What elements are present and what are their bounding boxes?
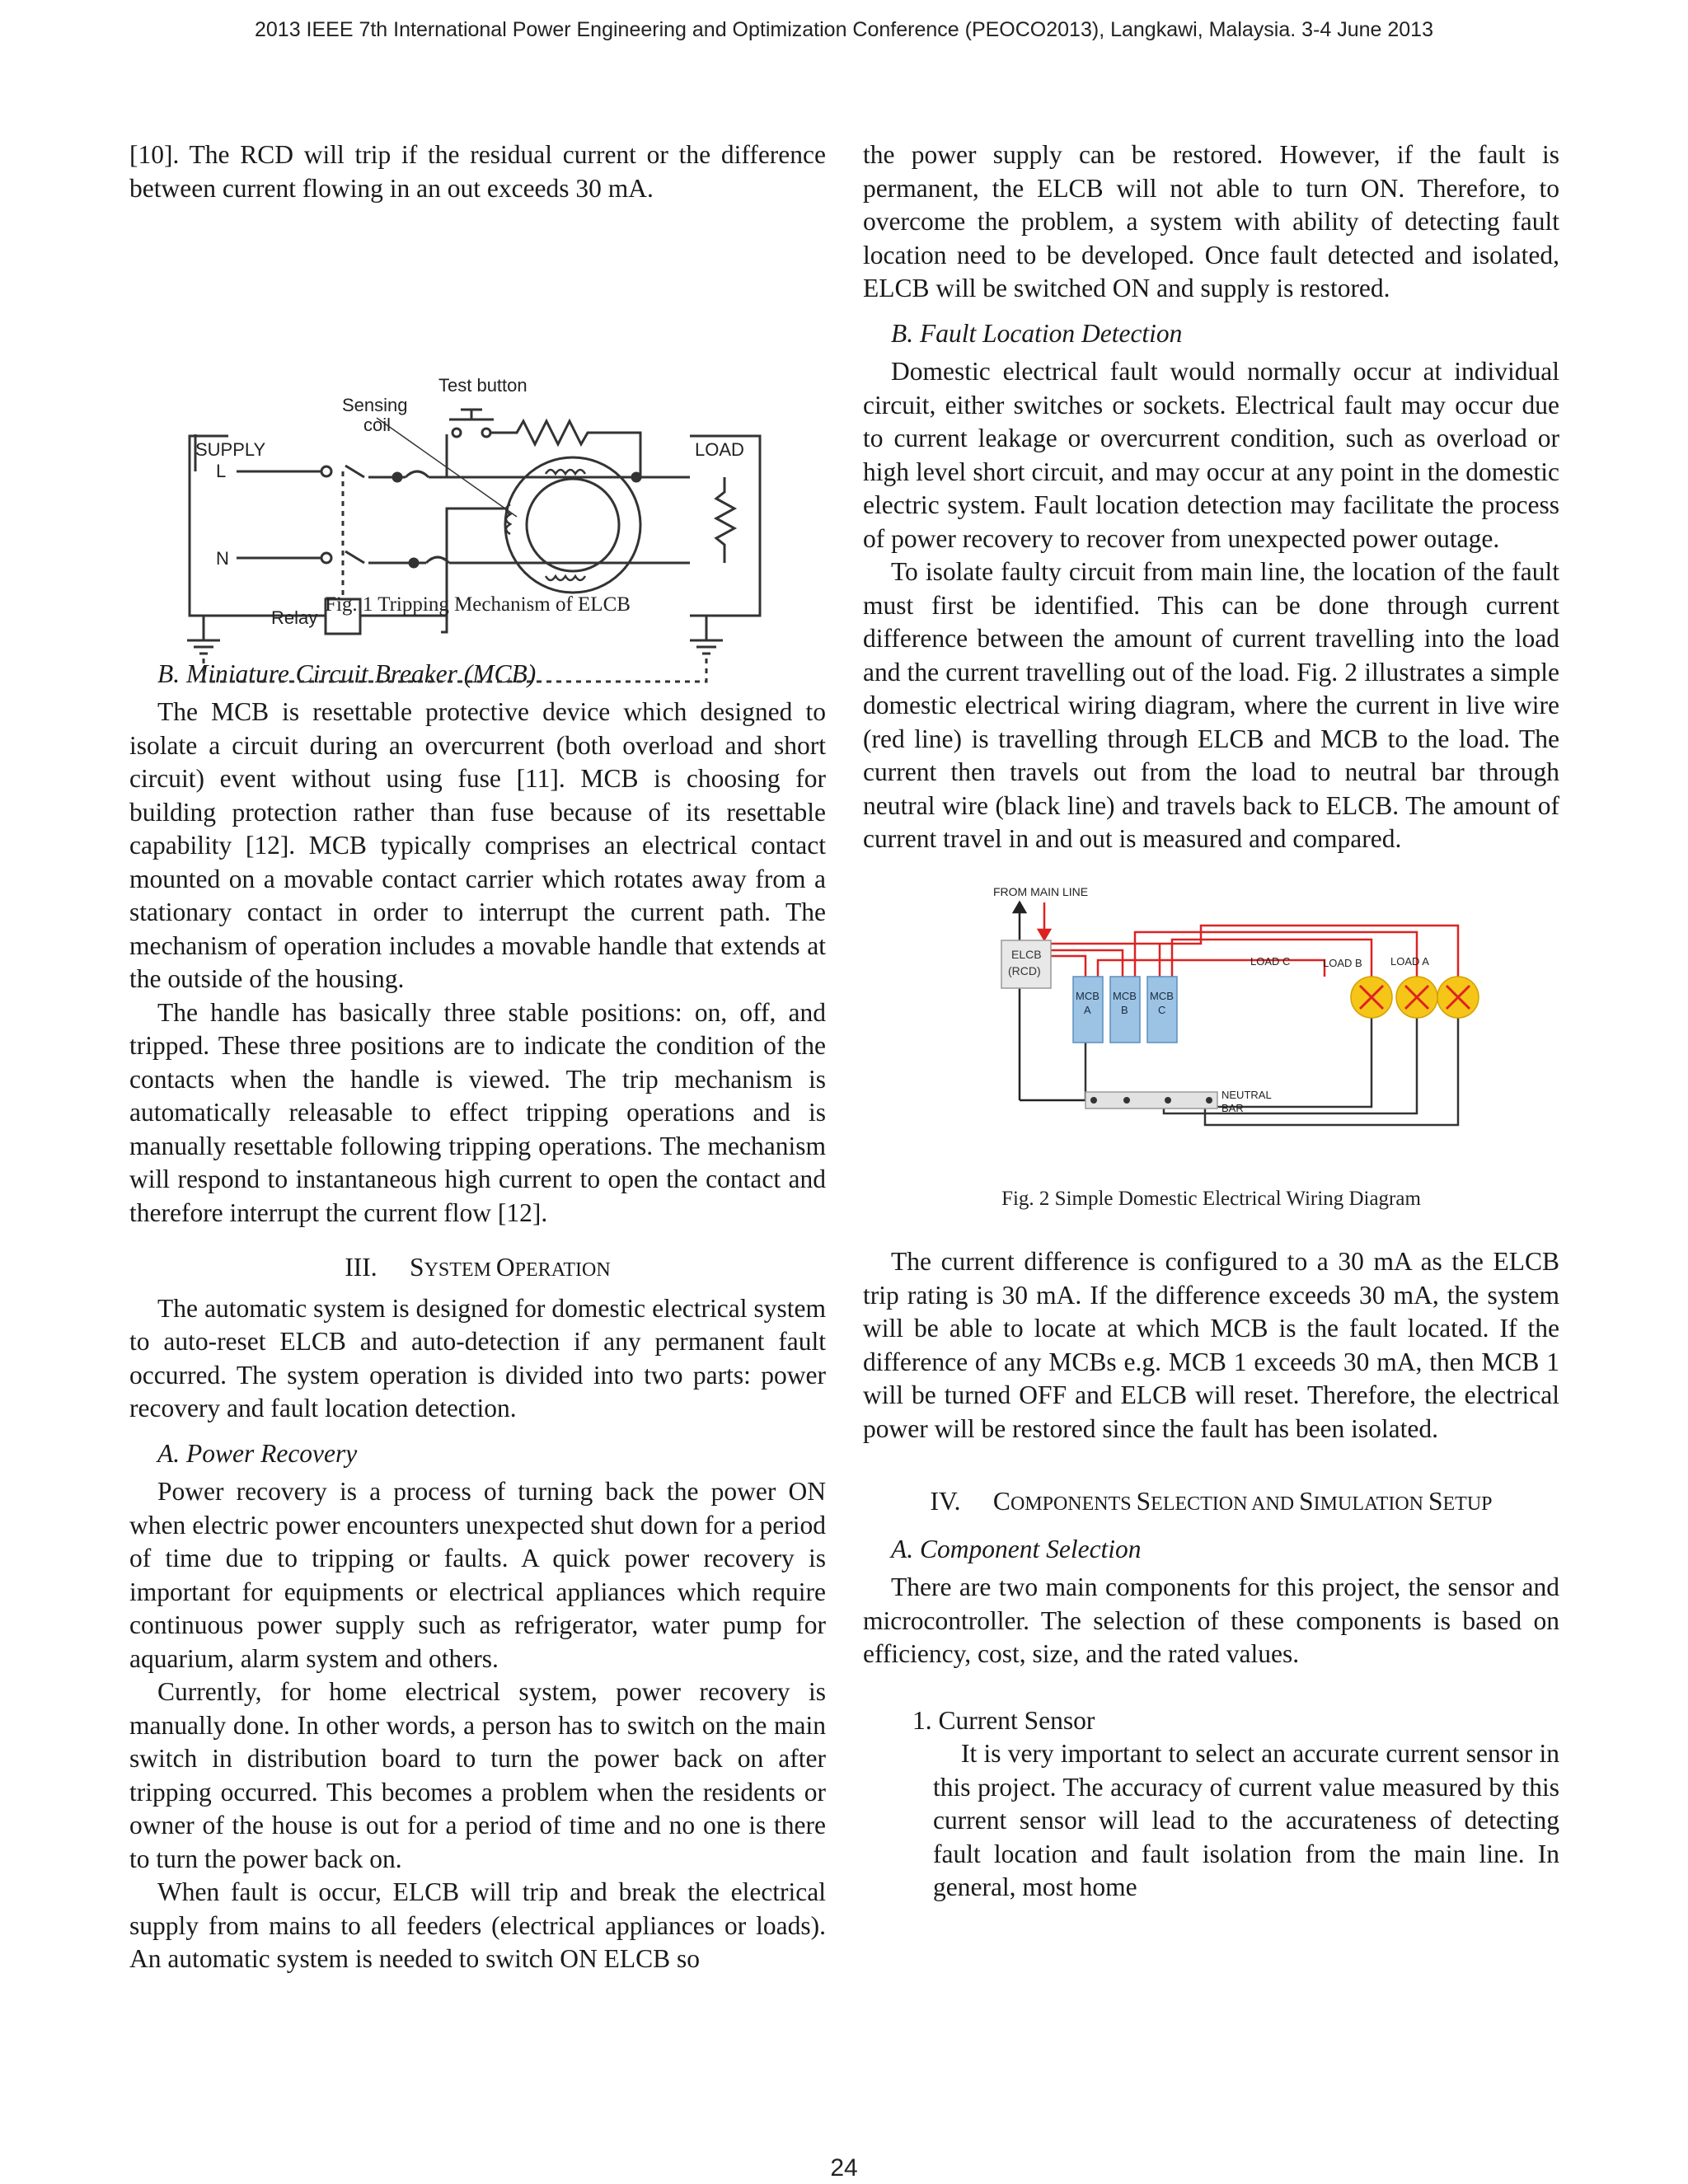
component-selection-paragraph: There are two main components for this project, the sensor and microcontroller. The selection of these components is based on efficiency, cost, size, and the rated values.: [863, 1572, 1559, 1668]
label-rcd: (RCD): [1008, 963, 1041, 977]
section-3-number: III.: [345, 1253, 377, 1282]
section-3-s1: S: [410, 1253, 424, 1282]
mcb-b-label: MCB: [1113, 989, 1137, 1002]
figure-1: [129, 253, 826, 628]
mcb-b-letter: B: [1121, 1003, 1128, 1016]
toroid-inner: [527, 479, 619, 571]
label-n: N: [216, 548, 229, 569]
test-contact-left: [452, 429, 461, 437]
list-item-current-sensor-title: 1. Current Sensor: [912, 1705, 1095, 1735]
power-recovery-paragraph-2: Currently, for home electrical system, power recovery is manually done. In other words, a person has to switch on the main switch in distribution board to turn the power back on after tripping occurred. This becomes a problem when the residents or owner of the house is out for a period of time and no one is there to turn the power back on.: [129, 1677, 826, 1873]
load-bracket: [690, 436, 760, 616]
mcb-a-letter: A: [1084, 1003, 1091, 1016]
label-test-button: Test button: [438, 375, 528, 396]
neutral-contact: [321, 553, 331, 563]
fault-location-heading: B. Fault Location Detection: [891, 318, 1183, 348]
paragraph-continued: the power supply can be restored. However, if the fault is permanent, the ELCB will not able to turn ON. Therefore, to overcome the problem, a system with ability of detecting fault location need to be developed. Once fault detected and isolated, ELCB will be switched ON and supply is restored.: [863, 140, 1559, 302]
label-relay: Relay: [271, 607, 318, 628]
node-dot-3: [393, 473, 401, 481]
section-4-s1: C: [992, 1487, 1010, 1516]
left-column: [129, 138, 826, 1976]
power-recovery-paragraph-3: When fault is occur, ELCB will trip and break the electrical supply from mains to all feeders (electrical appliances or loads). An automatic system is needed to switch ON ELCB so: [129, 1877, 826, 1973]
neutral-bar-dot-2: [1123, 1097, 1130, 1104]
running-header: 2013 IEEE 7th International Power Engineering and Optimization Conference (PEOCO2013), Langkawi, Malaysia. 3-4 June 2013: [254, 18, 1433, 41]
wiring-diagram: [863, 878, 1559, 1174]
live-contact: [321, 466, 331, 476]
figure-1-caption: Fig. 1 Tripping Mechanism of ELCB: [325, 593, 631, 616]
load-resistor: [716, 477, 734, 563]
section-4-s2: S: [1136, 1487, 1151, 1516]
component-selection-heading: A. Component Selection: [891, 1534, 1142, 1563]
live-to-mcb-b: [1051, 950, 1123, 977]
main-line-arrow-up: [1014, 902, 1025, 912]
main-line-arrow-down: [1039, 930, 1050, 940]
mcb-paragraph-1: The MCB is resettable protective device which designed to isolate a circuit during an overcurrent (both overload and short circuit) event without using fuse [11]. MCB is choosing for building protection rather than fuse because of its resettable capability [12]. MCB typically comprises an electrical contact mounted on a movable contact carrier which rotates away from a stationary contact in order to interrupt the current path. The mechanism of operation includes a movable handle that extends at the outside of the housing.: [129, 697, 826, 993]
figure-2-caption: Fig. 2 Simple Domestic Electrical Wiring Diagram: [1001, 1188, 1421, 1210]
right-column: [863, 138, 1559, 1905]
label-sensing: Sensing: [342, 395, 408, 415]
label-neutral: NEUTRAL: [1221, 1088, 1272, 1101]
label-load-c: LOAD C: [1250, 954, 1291, 968]
label-elcb: ELCB: [1011, 947, 1042, 961]
live-wire-loop: [406, 471, 429, 477]
mcb-c-label: MCB: [1150, 989, 1174, 1002]
power-recovery-paragraph-1: Power recovery is a process of turning back the power ON when electric power encounters unexpected shut down for a period of time due to tripping or faults. A quick power recovery is important for equipments or electrical appliances which require continuous power supply such as refrigerator, water pump for aquarium, alarm system and others.: [129, 1477, 826, 1673]
neutral-bar-dot-3: [1165, 1097, 1171, 1104]
live-to-mcb-a: [1051, 956, 1085, 977]
section-4-r2: ELECTION AND: [1151, 1493, 1300, 1515]
section-3-paragraph: The automatic system is designed for domestic electrical system to auto-reset ELCB and auto-detection if any permanent fault occurred. The system operation is divided into two parts: power recovery and fault location detection.: [129, 1293, 826, 1422]
load-lamps: [1351, 977, 1479, 1018]
section-4-number: IV.: [930, 1487, 961, 1516]
neutral-bar-dot-1: [1090, 1097, 1097, 1104]
label-load: LOAD: [695, 439, 744, 460]
current-difference-paragraph: The current difference is configured to a 30 mA as the ELCB trip rating is 30 mA. If the difference exceeds 30 mA, the system will be able to locate at which MCB is the fault located. If the difference of any MCBs e.g. MCB 1 exceeds 30 mA, then MCB 1 will be turned OFF and ELCB will reset. Therefore, the electrical power will be restored since the fault has been isolated.: [863, 1247, 1559, 1443]
label-coil: coil: [363, 415, 392, 435]
label-l: L: [216, 461, 227, 481]
node-dot-2: [410, 559, 418, 567]
figure-2: [863, 878, 1559, 1213]
label-load-a: LOAD A: [1390, 954, 1429, 968]
section-3-r1: YSTEM: [424, 1259, 496, 1281]
list-item-current-sensor-body: It is very important to select an accurate current sensor in this project. The accuracy of current value measured by this current sensor will lead to the accurateness of detecting fault location and fault isolation from the main line. In general, most home: [933, 1739, 1559, 1901]
section-4-heading: [863, 1485, 1559, 1521]
section-3-heading: [129, 1251, 826, 1287]
mcb-heading: B. Miniature Circuit Breaker (MCB): [157, 658, 537, 688]
page-number: 24: [830, 2154, 858, 2182]
label-supply: SUPPLY: [195, 439, 266, 460]
test-contact-right: [482, 429, 490, 437]
label-bar: BAR: [1221, 1101, 1244, 1114]
section-4-r4: ETUP: [1442, 1493, 1493, 1515]
section-3-s2: O: [495, 1253, 515, 1282]
label-load-b: LOAD B: [1323, 956, 1362, 969]
live-switch-blade: [345, 466, 364, 477]
power-recovery-heading: A. Power Recovery: [157, 1438, 358, 1468]
section-4-r1: OMPONENTS: [1010, 1493, 1137, 1515]
label-from-main-line: FROM MAIN LINE: [993, 884, 1089, 898]
mcb-c-letter: C: [1158, 1003, 1166, 1016]
fault-location-paragraph-2: To isolate faulty circuit from main line, the location of the fault must first be identified. This can be done through current difference between the amount of current travelling into the load and the current travelling out of the load. Fig. 2 illustrates a simple domestic electrical wiring diagram, where the current in live wire (red line) is travelling through ELCB and MCB to the load. The current then travels out from the load to neutral bar through neutral wire (black line) and travels back to ELCB. The amount of current travel in and out is measured and compared.: [863, 557, 1559, 853]
fault-location-paragraph-1: Domestic electrical fault would normally occur at individual circuit, either switches or sockets. Electrical fault may occur due to current leakage or overcurrent condition, such as overload or high level short circuit, and may occur at any point in the domestic electric system. Fault location detection may facilitate the process of power recovery to recover from unexpected power outage.: [863, 357, 1559, 553]
neutral-bar-dot-4: [1206, 1097, 1212, 1104]
resistor: [490, 421, 640, 477]
section-4-s3: S: [1299, 1487, 1314, 1516]
neutral-switch-blade: [345, 551, 364, 563]
section-3-r2: PERATION: [514, 1259, 611, 1281]
section-4-r3: IMULATION: [1313, 1493, 1428, 1515]
node-dot-1: [632, 473, 640, 481]
neutral-bar: [1085, 1092, 1217, 1108]
section-4-s4: S: [1428, 1487, 1443, 1516]
paragraph-intro: [10]. The RCD will trip if the residual current or the difference between current flowing in an out exceeds 30 mA.: [129, 140, 826, 203]
mcb-a-label: MCB: [1076, 989, 1100, 1002]
mcb-paragraph-2: The handle has basically three stable positions: on, off, and tripped. These three positions are to indicate the condition of the contacts when the handle is viewed. The trip mechanism is automatically releasable to effect tripping operations and is manually resettable following tripping operations. The mechanism will respond to instantaneous high current to open the contact and therefore interrupt the current flow [12].: [129, 997, 826, 1227]
